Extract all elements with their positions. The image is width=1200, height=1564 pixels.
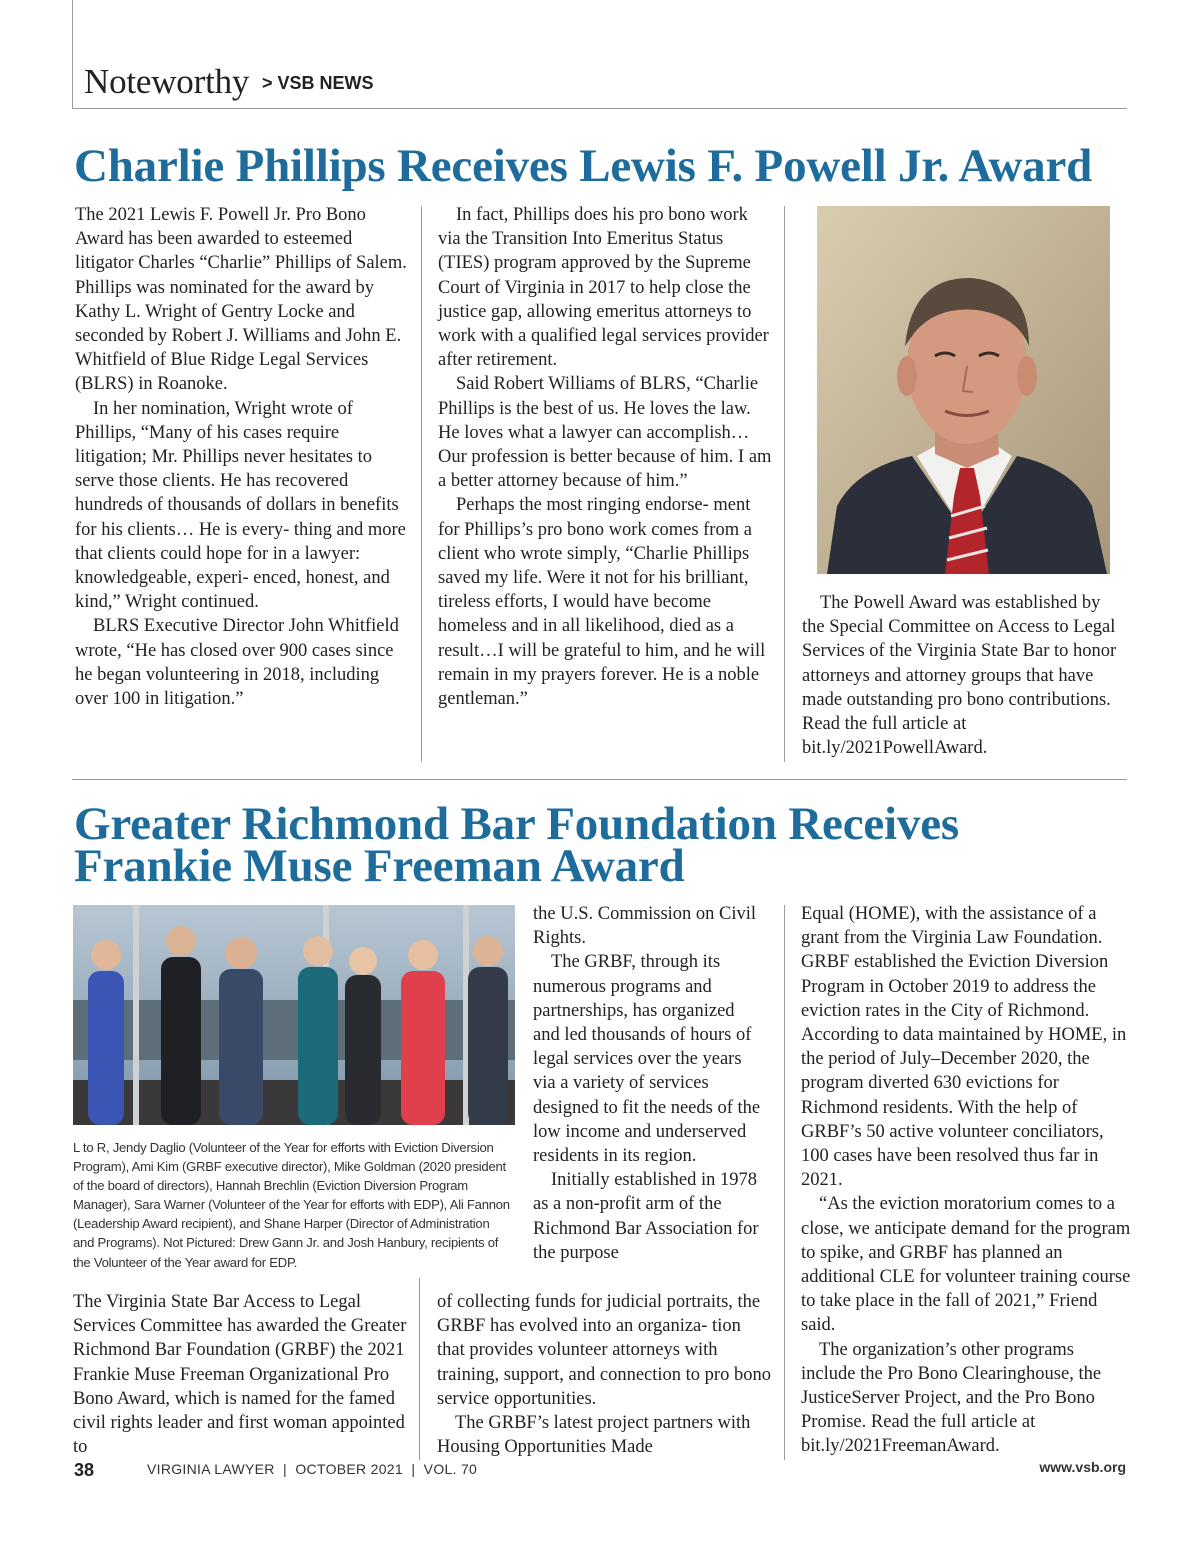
footer-url[interactable]: www.vsb.org bbox=[1039, 1459, 1126, 1475]
article1-col2-para-2: Said Robert Williams of BLRS, “Charlie Phillips is the best of us. He loves the law. He loves what a lawyer can accomplish…Our profession is better because of him. I am a better attorney because of him.” bbox=[438, 374, 772, 492]
article-separator bbox=[72, 779, 1127, 780]
article1-title: Charlie Phillips Receives Lewis F. Powell Jr. Award bbox=[74, 140, 1093, 192]
header-rule bbox=[72, 108, 1127, 109]
article2-column-2-bottom bbox=[437, 1290, 771, 1459]
article1-divider-1 bbox=[421, 206, 422, 762]
header-left-rule bbox=[72, 0, 73, 108]
article2-column-2-top bbox=[533, 902, 765, 1265]
article2-title-line-1: Greater Richmond Bar Foundation Receives bbox=[74, 798, 959, 850]
article2-col3-para-3: The organization’s other programs include the Pro Bono Clearinghouse, the JusticeServer Project, and the Pro Bono Promise. Read the full article at bit.ly/2021FreemanAward. bbox=[801, 1339, 1102, 1457]
section-label: Noteworthy bbox=[84, 62, 250, 101]
article2-column-1 bbox=[73, 1290, 409, 1459]
page-number: 38 bbox=[74, 1460, 95, 1480]
portrait-illustration bbox=[817, 206, 1110, 574]
article1-col1-para-1: The 2021 Lewis F. Powell Jr. Pro Bono Award has been awarded to esteemed litigator Charles “Charlie” Phillips of Salem. Phillips was nominated for the award by Kathy L. Wright of Gentry Locke and seconded by Robert J. Williams and John E. Whitfield of Blue Ridge Legal Services (BLRS) in Roanoke. bbox=[75, 205, 407, 395]
article1-divider-2 bbox=[784, 206, 785, 762]
article1-column-3 bbox=[802, 591, 1124, 760]
article1-column-1 bbox=[75, 203, 409, 711]
article2-col3-para-1: Equal (HOME), with the assistance of a grant from the Virginia Law Foundation. GRBF established the Eviction Diversion Program in October 2019 to address the eviction rates in the City of Richmond. According to data maintained by HOME, in the period of July–December 2020, the program diverted 630 evictions for Richmond residents. With the help of GRBF’s 50 active volunteer conciliators, 100 cases have been resolved thus far in 2021. bbox=[801, 904, 1127, 1191]
group-photo-caption: L to R, Jendy Daglio (Volunteer of the Year for efforts with Eviction Diversion Program), Ami Kim (GRBF executive director), Mike Goldman (2020 president of the board of directors), Hannah Brechlin (Eviction Diversion Program Manager), Sara Warner (Volunteer of the Year for efforts with EDP), Ali Fannon (Leadership Award recipient), and Shane Harper (Director of Administration and Programs). Not Pictured: Drew Gann Jr. and Josh Hanbury, recipients of the Volunteer of the Year award for EDP. bbox=[73, 1140, 510, 1270]
article2-divider-2 bbox=[784, 905, 785, 1460]
section-sublabel: > VSB NEWS bbox=[262, 73, 374, 93]
group-photo-illustration bbox=[73, 905, 515, 1125]
article2-col3-para-2: “As the eviction moratorium comes to a close, we anticipate demand for the program to spike, and GRBF has planned an additional CLE for volunteer training course to take place in the fall of 2021,” Friend said. bbox=[801, 1194, 1131, 1336]
article2-col2-para-3: Initially established in 1978 as a non-profit arm of the Richmond Bar Association for the purpose bbox=[533, 1170, 759, 1263]
article1-column-2 bbox=[438, 203, 772, 711]
portrait-photo bbox=[817, 206, 1110, 574]
article2-divider-1 bbox=[419, 1278, 420, 1460]
article1-col3-para-1: The Powell Award was established by the Special Committee on Access to Legal Services of the Virginia State Bar to honor attorneys and attorney groups that have made outstanding pro bono contributions. Read the full article at bit.ly/2021PowellAward. bbox=[802, 593, 1117, 759]
article2-col2-para-5: The GRBF’s latest project partners with Housing Opportunities Made bbox=[437, 1413, 751, 1458]
article1-col1-para-3: BLRS Executive Director John Whitfield wrote, “He has closed over 900 cases since he began volunteering in 2018, including over 100 in litigation.” bbox=[75, 616, 399, 710]
article1-col2-para-1: In fact, Phillips does his pro bono work via the Transition Into Emeritus Status (TIES) program approved by the Supreme Court of Virginia in 2017 to help close the justice gap, allowing emeritus attorneys to work with a qualified legal services provider after retirement. bbox=[438, 205, 769, 371]
article1-col1-para-2: In her nomination, Wright wrote of Phillips, “Many of his cases require litigation; Mr. Phillips never hesitates to serve those clients. He has recovered hundreds of thousands of dollars in benefits for his clients… He is every- thing and more that clients could hope for in a lawyer: knowledgeable, experi- enced, honest, and kind,” Wright continued. bbox=[75, 398, 406, 613]
article2-col1-para-1: The Virginia State Bar Access to Legal Services Committee has awarded the Greater Richmond Bar Foundation (GRBF) the 2021 Frankie Muse Freeman Organizational Pro Bono Award, which is named for the famed civil rights leader and first woman appointed to bbox=[73, 1292, 407, 1458]
article2-col2-para-4: of collecting funds for judicial portraits, the GRBF has evolved into an organiza- tion that provides volunteer attorneys with training, support, and connection to pro bono service opportunities. bbox=[437, 1292, 771, 1409]
article2-column-3 bbox=[801, 902, 1133, 1459]
article2-col2-para-2: The GRBF, through its numerous programs and partnerships, has organized and led thousands of hours of legal services over the years via a variety of services designed to fit the needs of the low income and underserved residents in its region. bbox=[533, 952, 761, 1167]
publication-info: VIRGINIA LAWYER | OCTOBER 2021 | VOL. 70 bbox=[147, 1461, 478, 1477]
article2-col2-para-1: the U.S. Commission on Civil Rights. bbox=[533, 904, 757, 949]
group-photo bbox=[73, 905, 515, 1125]
article1-col2-para-3: Perhaps the most ringing endorse- ment for Phillips’s pro bono work comes from a client who wrote simply, “Charlie Phillips saved my life. Were it not for his brilliant, tireless efforts, I would have become homeless and in all likelihood, died as a result…I will be grateful to him, and he will remain in my prayers forever. He is a noble gentleman.” bbox=[438, 495, 766, 710]
article2-title-line-2: Frankie Muse Freeman Award bbox=[74, 840, 685, 892]
